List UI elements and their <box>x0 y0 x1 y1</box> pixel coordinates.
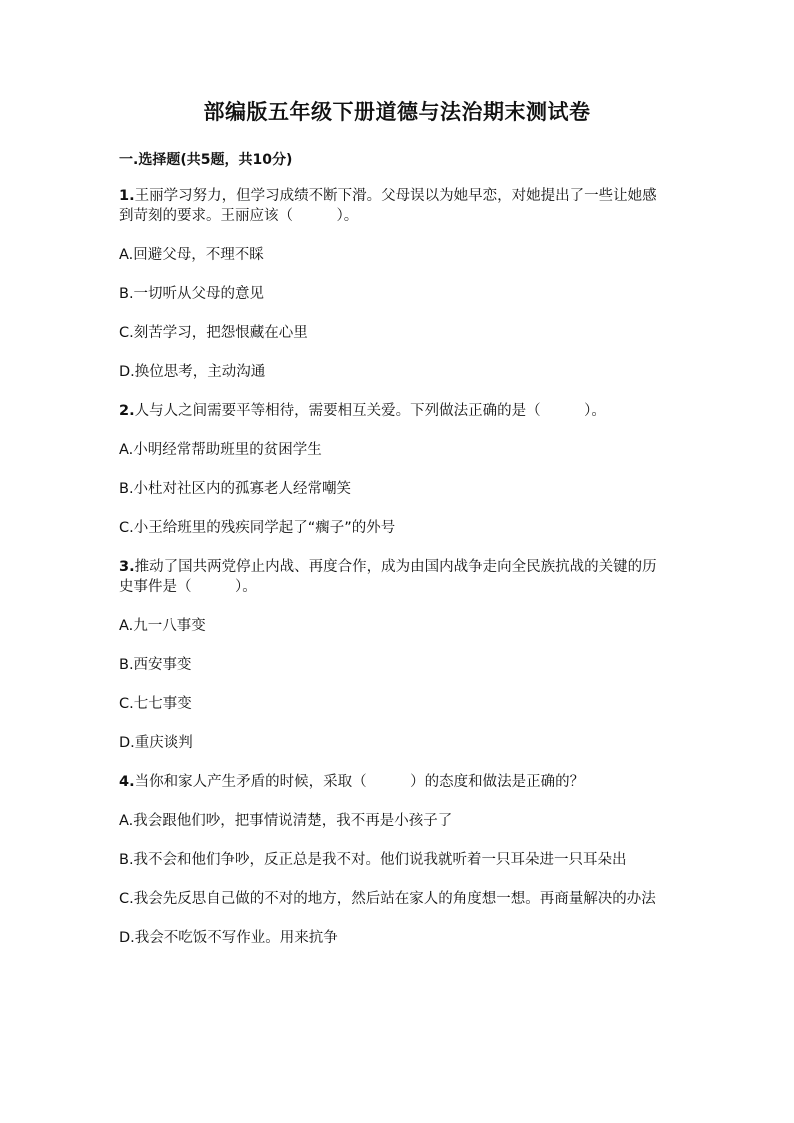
question-1-option-c: C.刻苦学习，把怨恨藏在心里 <box>119 325 308 341</box>
question-stem: 推动了国共两党停止内战、再度合作，成为由国内战争走向全民族抗战的关键的历史事件是（ ）。 <box>119 559 657 595</box>
question-3-option-c: C.七七事变 <box>119 696 192 712</box>
question-2-option-a: A.小明经常帮助班里的贫困学生 <box>119 442 322 458</box>
section-heading: 一.选择题(共5题，共10分) <box>119 152 293 168</box>
question-4-option-a: A.我会跟他们吵，把事情说清楚，我不再是小孩子了 <box>119 813 453 829</box>
question-list <box>119 186 667 967</box>
question-4 <box>119 772 667 792</box>
question-4-option-b: B.我不会和他们争吵，反正总是我不对。他们说我就听着一只耳朵进一只耳朵出 <box>119 852 627 868</box>
question-1-option-d: D.换位思考，主动沟通 <box>119 364 266 380</box>
question-stem: 当你和家人产生矛盾的时候，采取（ ）的态度和做法是正确的？ <box>134 774 585 790</box>
question-3-option-d: D.重庆谈判 <box>119 735 193 751</box>
question-4-option-c: C.我会先反思自己做的不对的地方，然后站在家人的角度想一想。再商量解决的办法 <box>119 891 656 907</box>
question-number: 1. <box>119 188 135 204</box>
question-3-option-a: A.九一八事变 <box>119 618 206 634</box>
question-2-option-c: C.小王给班里的残疾同学起了“瘸子”的外号 <box>119 520 396 536</box>
question-2 <box>119 401 667 421</box>
question-3-option-b: B.西安事变 <box>119 657 192 673</box>
question-1-option-a: A.回避父母，不理不睬 <box>119 247 264 263</box>
question-stem: 人与人之间需要平等相待，需要相互关爱。下列做法正确的是（ ）。 <box>134 403 606 419</box>
question-number: 4. <box>119 774 135 790</box>
question-2-option-b: B.小杜对社区内的孤寡老人经常嘲笑 <box>119 481 352 497</box>
question-4-option-d: D.我会不吃饭不写作业。用来抗争 <box>119 930 338 946</box>
question-number: 2. <box>119 403 135 419</box>
page-title: 部编版五年级下册道德与法治期末测试卷 <box>203 99 591 124</box>
question-number: 3. <box>119 559 135 575</box>
question-1 <box>119 186 667 226</box>
question-stem: 王丽学习努力，但学习成绩不断下滑。父母误以为她早恋，对她提出了一些让她感到苛刻的要求。王丽应该（ ）。 <box>119 188 657 224</box>
question-3 <box>119 557 667 597</box>
question-1-option-b: B.一切听从父母的意见 <box>119 286 265 302</box>
